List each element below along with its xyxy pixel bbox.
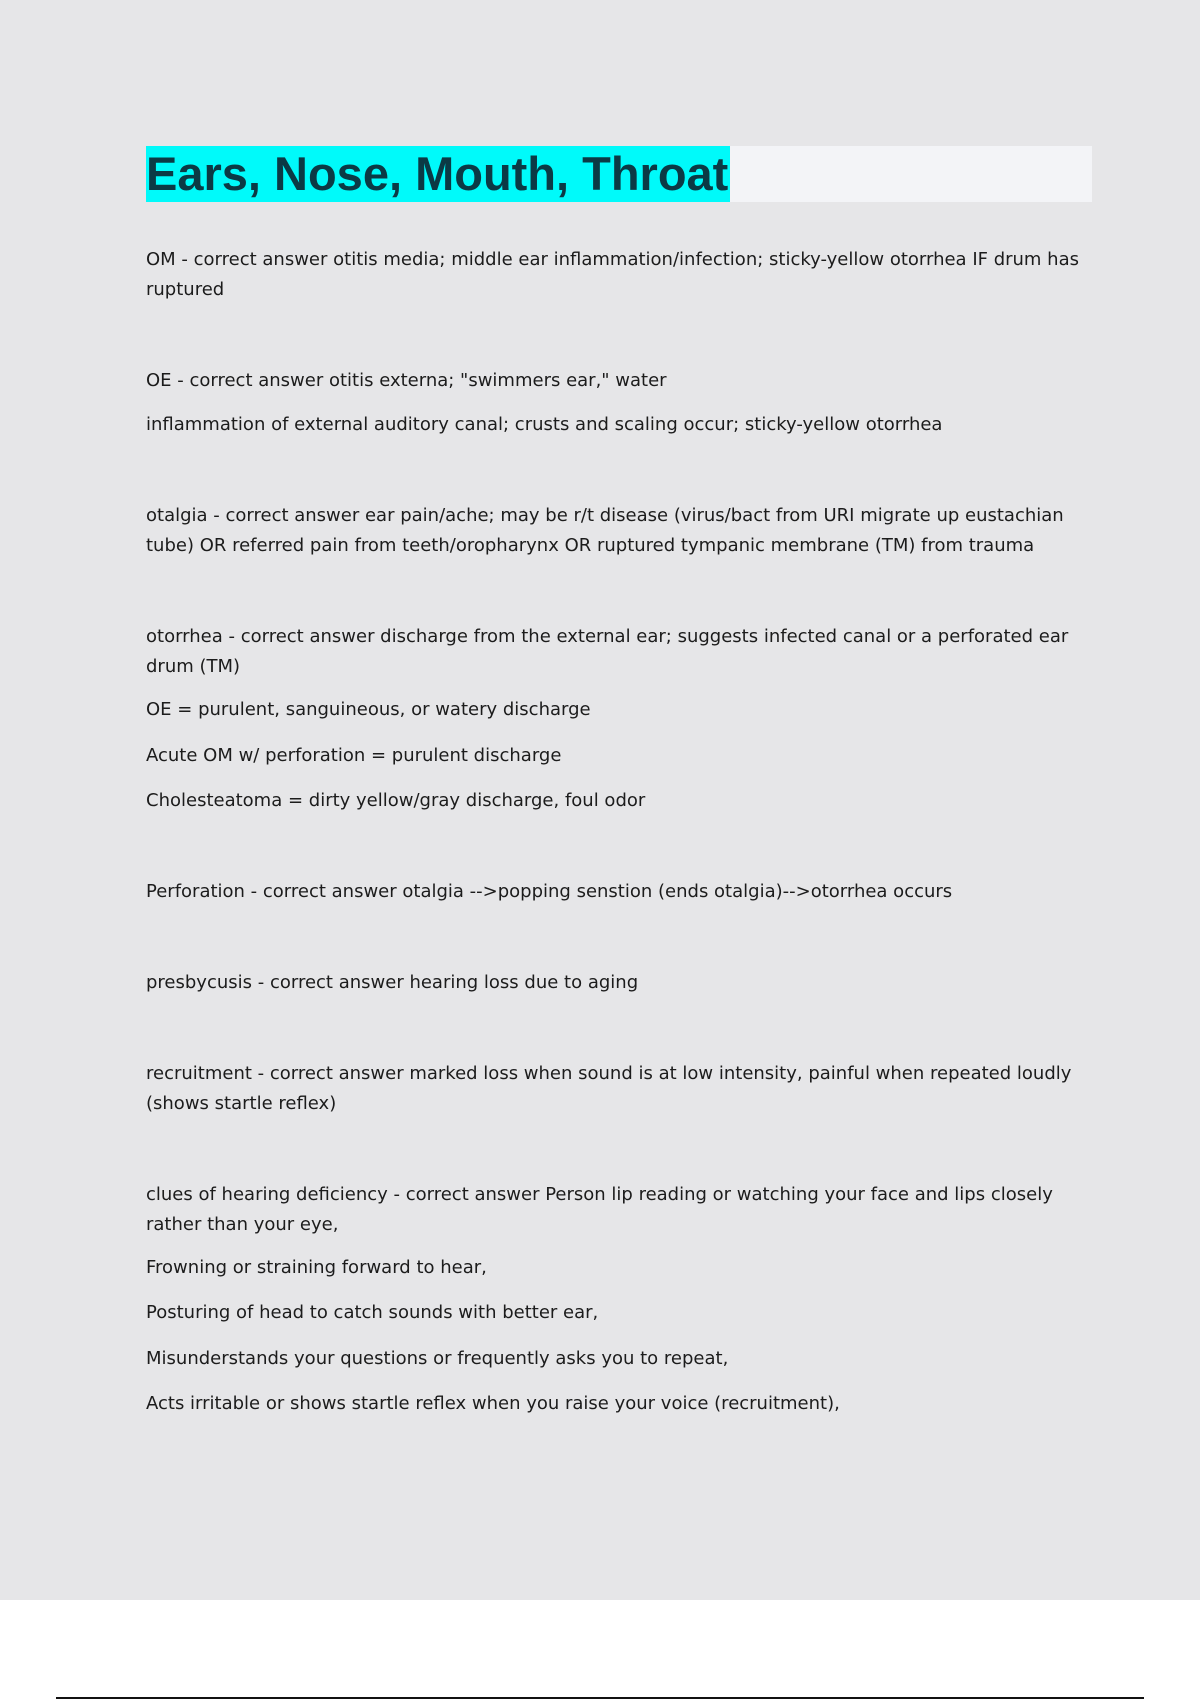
document-title: Ears, Nose, Mouth, Throat [146,147,729,200]
footer-rule [56,1697,1144,1699]
paragraph-cholesteatoma: Cholesteatoma = dirty yellow/gray discharge, foul odor [146,790,646,811]
paragraph-frowning: Frowning or straining forward to hear, [146,1257,487,1278]
paragraph-acts-irritable: Acts irritable or shows startle reflex when you raise your voice (recruitment), [146,1393,840,1414]
paragraph-otorrhea: otorrhea - correct answer discharge from the external ear; suggests infected canal or a perforated ear drum (TM) [146,626,1069,677]
paragraph-oe-discharge: OE = purulent, sanguineous, or watery discharge [146,699,591,720]
paragraph-acute-om: Acute OM w/ perforation = purulent discharge [146,745,562,766]
paragraph-recruitment: recruitment - correct answer marked loss when sound is at low intensity, painful when repeated loudly (shows startle reflex) [146,1063,1072,1114]
paragraph-om: OM - correct answer otitis media; middle ear inflammation/infection; sticky-yellow otorrhea IF drum has ruptured [146,249,1080,300]
paragraph-oe: OE - correct answer otitis externa; "swimmers ear," water [146,370,667,391]
paragraph-oe-detail: inflammation of external auditory canal; crusts and scaling occur; sticky-yellow otorrhea [146,414,943,435]
paragraph-presbycusis: presbycusis - correct answer hearing loss due to aging [146,972,639,993]
paragraph-hearing-deficiency: clues of hearing deficiency - correct answer Person lip reading or watching your face and lips closely rather than your eye, [146,1184,1053,1235]
paragraph-posturing: Posturing of head to catch sounds with better ear, [146,1302,599,1323]
paragraph-perforation: Perforation - correct answer otalgia -->popping senstion (ends otalgia)-->otorrhea occurs [146,881,953,902]
paragraph-misunderstands: Misunderstands your questions or frequently asks you to repeat, [146,1348,729,1369]
paragraph-otalgia: otalgia - correct answer ear pain/ache; may be r/t disease (virus/bact from URI migrate up eustachian tube) OR referred pain from teeth/oropharynx OR ruptured tympanic membrane (TM) from trauma [146,505,1064,556]
